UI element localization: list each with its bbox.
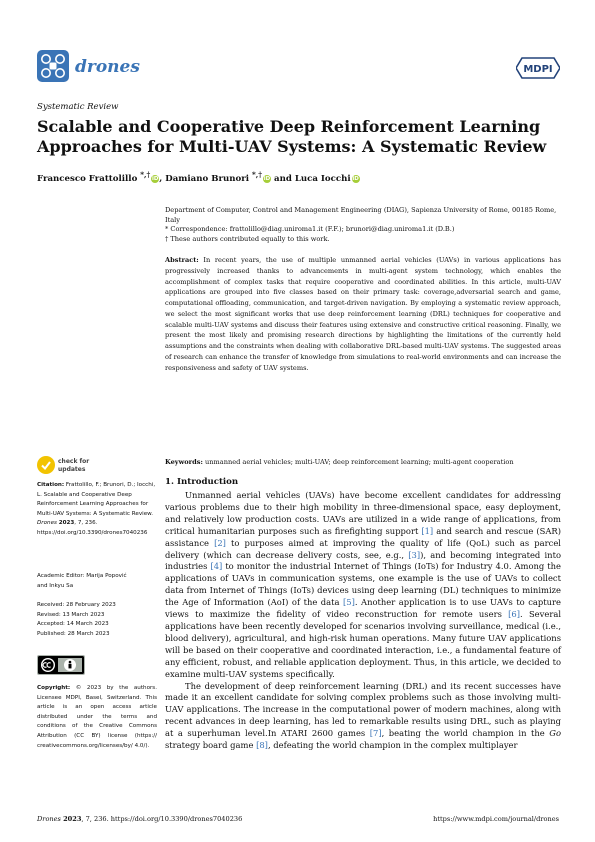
author-name: Damiano Brunori (165, 173, 250, 184)
cc-by-license-icon[interactable] (37, 655, 85, 675)
copyright-text: © 2023 by the authors. Licensee MDPI, Basel, Switzerland. This article is an open access article distributed under the terms and conditions of the Creative Commons Attribution (CC BY) license (https:// creativecommons.org/licenses/by/ 4.0/). (37, 685, 157, 749)
check-updates-line2: updates (58, 465, 86, 473)
check-updates-icon (37, 456, 55, 474)
journal-name: drones (75, 57, 140, 77)
reference-link[interactable]: [2] (214, 537, 226, 548)
body-text-run: , beating the world champion in the (381, 728, 550, 739)
affiliation-department: Department of Computer, Control and Management Engineering (DIAG), Sapienza University of Rome, 00185 Rome, Italy (165, 206, 557, 224)
footer-doi[interactable]: , 7, 236. https://doi.org/10.3390/drones7040236 (81, 815, 243, 823)
footer-journal: Drones (37, 815, 61, 823)
footer-year: 2023 (63, 815, 82, 823)
drones-logo-icon (37, 50, 69, 82)
author-list (37, 170, 360, 184)
footer-journal-url[interactable]: https://www.mdpi.com/journal/drones (433, 815, 559, 823)
author-mark: *,† (140, 170, 151, 179)
abstract (165, 255, 561, 373)
citation-label: Citation: (37, 482, 65, 488)
article-title: Scalable and Cooperative Deep Reinforcement Learning Approaches for Multi-UAV Systems: A Systematic Review (37, 117, 547, 156)
reference-link[interactable]: [1] (421, 525, 434, 536)
keywords-label: Keywords: (165, 458, 203, 466)
abstract-text: In recent years, the use of multiple unmanned aerial vehicles (UAVs) in various applications has progressively increased thanks to advancements in multi-agent system technology, which enables the accomplishment of complex tasks that require cooperative and coordinated abilities. In this article, multi-UAV applications are grouped into five classes based on their primary task: coverage,adversarial search and game, computational offloading, communication, and target-driven navigation. By employing a systematic review approach, we select the most significant works that use deep reinforcement learning (DRL) techniques for cooperative and scalable multi-UAV systems and discuss their features using extensive and constructive critical reasoning. Finally, we present the most likely and promising research directions by highlighting the limitations of the currently held assumptions and the constraints when dealing with collaborative DRL-based multi-UAV systems. The suggested areas of research can enhance the transfer of knowledge from simulations to real-world environments and can increase the responsiveness and safety of UAV systems. (165, 256, 561, 372)
copyright-label: Copyright: (37, 685, 71, 691)
affiliation-correspondence: * Correspondence: frattolillo@diag.uniroma1.it (F.F.); brunori@diag.uniroma1.it (D.B.) (165, 225, 455, 234)
academic-editor (37, 572, 157, 591)
article-type: Systematic Review (37, 102, 119, 112)
section-heading: 1. Introduction (165, 477, 239, 487)
body-text-run: to monitor the industrial Internet of Things (IoTs) for Industry 4.0. Among the applications of UAVs in communication systems, one example is the use of UAVs to collect data from Internet of Things (IoTs) devices using deep learning (DL) techniques to minimize the Age of Information (AoI) of the data (165, 561, 561, 608)
body-text-run: and search and rescue (SAR) assistance (165, 525, 561, 548)
publication-dates (37, 601, 157, 639)
date-revised: Revised: 13 March 2023 (37, 611, 105, 618)
body-text-run: strategy board game (165, 740, 257, 751)
citation-year: 2023 (58, 520, 75, 527)
abstract-label: Abstract: (165, 256, 199, 264)
reference-link[interactable]: [4] (210, 561, 223, 572)
orcid-icon[interactable]: iD (152, 175, 159, 182)
mdpi-logo-icon (516, 56, 560, 80)
citation-text: Frattolillo, F.; Brunori, D.; Iocchi, L. Scalable and Cooperative Deep Reinforcement Learning Approaches for Multi-UAV Systems: A Systematic Review. (37, 482, 156, 517)
body-paragraph (165, 490, 561, 681)
body-paragraph (165, 681, 561, 752)
body-text-run: The development of deep reinforcement learning (DRL) and its recent successes have made it an excellent candidate for solving complex problems such as those involving multi-UAV applications. The increase in the computational power of modern machines, along with recent advances in deep learning, has led to remarkable results using DRL, such as playing at a superhuman level.In ATARI 2600 games (165, 680, 561, 739)
body-text-run: to purposes aimed at improving the quality of life (QoL) such as parcel delivery (which can decrease delivery costs, see, e.g., (165, 537, 561, 560)
reference-link[interactable]: [5] (343, 597, 355, 608)
author-name: Francesco Frattolillo (37, 173, 138, 184)
orcid-icon[interactable]: iD (263, 175, 271, 182)
check-updates-line1: check for (58, 458, 90, 465)
date-accepted: Accepted: 14 March 2023 (37, 621, 109, 628)
body-text-run: . Another application is to use UAVs to capture views to maximize the fidelity of video reconstruction for remote users (165, 597, 561, 620)
author-mark: *,† (252, 170, 262, 179)
orcid-icon[interactable]: iD (352, 175, 359, 182)
editor-label: Academic Editor: Marija Popović (37, 573, 127, 579)
affiliation-equal-contribution: † These authors contributed equally to this work. (165, 234, 330, 243)
date-received: Received: 28 February 2023 (37, 602, 116, 608)
reference-link[interactable]: [8] (256, 740, 268, 751)
check-for-updates-badge[interactable] (37, 456, 97, 478)
citation-block (37, 481, 157, 539)
body-text-run: , defeating the world champion in the complex multiplayer (267, 740, 518, 751)
affiliation-block (165, 206, 560, 244)
body-text-run: . Several applications have been recently developed for scenarios involving surveillance, medical (i.e., blood delivery), agricultural, and high-risk human operations. Many future UAV applications will be based on their cooperative and coordinated interaction, i.e., a fundamental feature of any efficient, robust, and reliable application deployment. Thus, in this article, we decided to examine multi-UAV systems specifically. (165, 609, 561, 679)
reference-link[interactable]: [7] (369, 728, 382, 739)
copyright-block (37, 684, 157, 751)
reference-link[interactable]: [3] (408, 549, 421, 560)
keywords-text: unmanned aerial vehicles; multi-UAV; deep reinforcement learning; multi-agent cooperation (205, 458, 514, 466)
body-text-italic: Go (549, 728, 561, 739)
author-name: Luca Iocchi (294, 173, 351, 184)
body-text-run: Unmanned aerial vehicles (UAVs) have become excellent candidates for addressing various problems due to their high mobility in three-dimensional space, easy deployment, and relatively low production costs. UAVs are utilized in a wide range of applications, from critical humanitarian purposes such as firefighting support (165, 490, 561, 536)
citation-tail[interactable]: , 7, 236. https://doi.org/10.3390/drones7040236 (37, 520, 148, 536)
body-text-run: ), and becoming integrated into industries (165, 549, 561, 572)
footer-citation (37, 815, 242, 823)
editor-name: and Inkyu Sa (37, 582, 74, 589)
keywords (165, 457, 561, 467)
author-separator: and (274, 173, 292, 184)
publisher-logo-text: MDPI (523, 64, 553, 75)
introduction-body (165, 490, 561, 752)
date-published: Published: 28 March 2023 (37, 630, 110, 637)
reference-link[interactable]: [6] (508, 609, 521, 620)
citation-journal: Drones (37, 520, 57, 527)
author-separator: , (159, 173, 163, 184)
